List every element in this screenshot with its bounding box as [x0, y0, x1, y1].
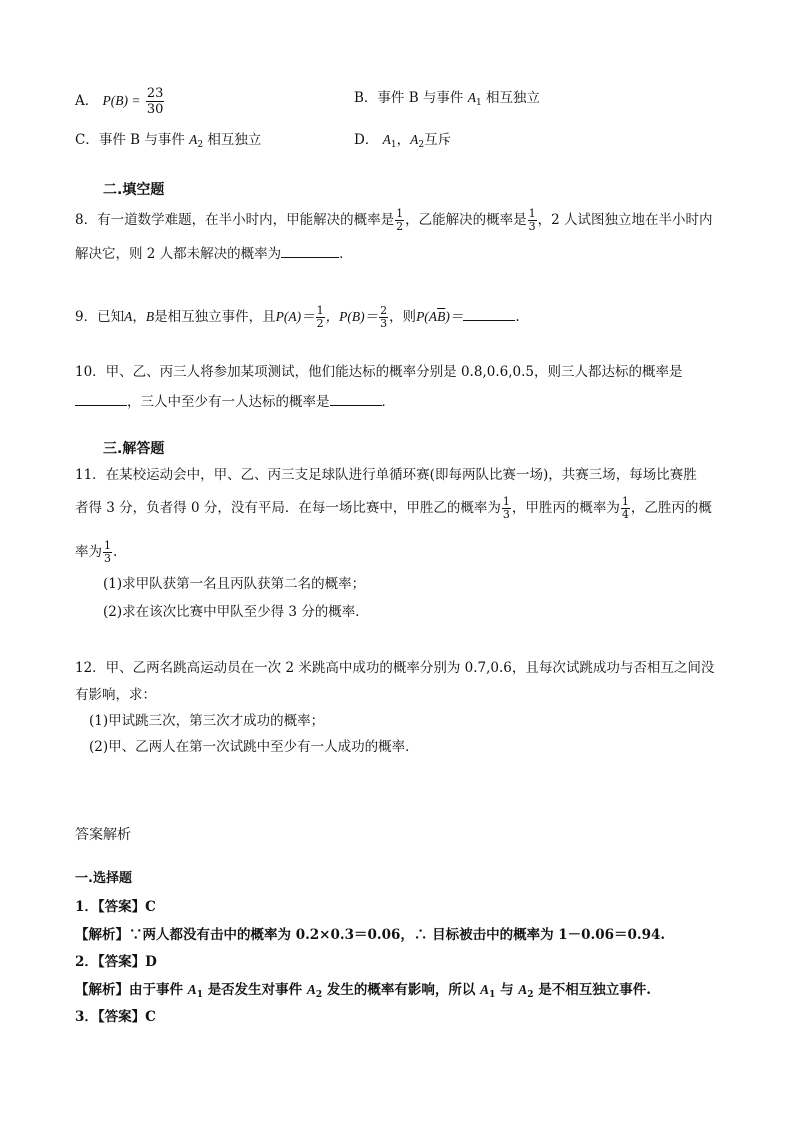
fraction-numerator: 1 [104, 539, 111, 552]
event-subscript: 1 [489, 990, 496, 1000]
event-symbol: A [382, 132, 391, 147]
q9-fraction-2 [379, 305, 388, 330]
option-c-tail: 相互独立 [207, 132, 262, 148]
question-12-line-2: 有影响，求： [75, 687, 156, 703]
event-symbol: A [518, 982, 528, 997]
fraction-denominator: 2 [316, 317, 324, 330]
option-d-tail: 互斥 [424, 132, 452, 148]
event-symbol: A [187, 982, 197, 997]
fraction-numerator: 1 [528, 207, 536, 220]
fraction-denominator: 4 [621, 508, 629, 521]
q11-text: ，乙胜丙的概 [630, 500, 712, 516]
event-subscript: 1 [196, 990, 203, 1000]
a2-text: 是否发生对事件 [207, 982, 303, 998]
option-b [354, 88, 540, 113]
a2-text: 与 [500, 982, 514, 998]
answers-section-choice: 一.选择题 [75, 871, 132, 886]
option-d [354, 130, 451, 155]
question-11-sub-1: (1)求甲队获第一名且丙队获第二名的概率； [103, 576, 366, 592]
answer-blank[interactable] [330, 393, 382, 406]
q10-text: ． [381, 394, 395, 410]
q11-fraction-2 [621, 496, 630, 521]
option-d-label: D． [354, 132, 379, 148]
fraction-denominator: 3 [104, 552, 111, 565]
event-symbol: A [410, 132, 419, 147]
answer-blank[interactable] [281, 245, 339, 258]
option-a-expression: P(B) = [102, 93, 141, 108]
question-11-sub-2: (2)求在该次比赛中甲队至少得 3 分的概率． [103, 604, 369, 620]
question-10-line-1: 10．甲、乙、丙三人将参加某项测试，他们能达标的概率分别是 0.8,0.6,0.5，则三人都达标的概率是 [75, 364, 683, 380]
fraction-denominator: 30 [146, 102, 164, 117]
q9-prob-expression: P(A [416, 309, 438, 324]
q8-text: ． [339, 246, 353, 262]
question-11-line-3 [75, 540, 117, 565]
event-symbol: A [480, 982, 490, 997]
q11-fraction-3 [103, 540, 112, 565]
q10-text: ，三人中至少有一人达标的概率是 [127, 394, 330, 410]
event-symbol: B [145, 309, 155, 324]
fraction-numerator: 1 [621, 495, 629, 508]
option-a-fraction [146, 86, 165, 117]
answer-blank[interactable] [463, 308, 515, 321]
question-12-sub-2: (2)甲、乙两人在第一次试跳中至少有一人成功的概率． [89, 739, 419, 755]
answer-2-explanation [75, 980, 651, 1005]
fraction-numerator: 23 [146, 86, 164, 101]
fraction-denominator: 2 [396, 220, 404, 233]
event-subscript: 2 [527, 990, 534, 1000]
option-a-label: A． [75, 93, 99, 109]
event-subscript: 1 [390, 140, 397, 150]
question-9 [75, 305, 520, 330]
option-c-text: C．事件 B 与事件 [75, 132, 185, 148]
q8-fraction-2 [528, 208, 537, 233]
q9-pa: P(A)＝ [275, 309, 315, 324]
answer-1-explanation: 【解析】∵两人都没有击中的概率为 0.2×0.3＝0.06，∴ 目标被击中的概率为 1－0.06＝0.94. [75, 927, 666, 943]
event-subscript: 1 [475, 98, 482, 108]
event-symbol: A [467, 90, 476, 105]
separator: ， [132, 309, 146, 325]
question-11-line-2 [75, 496, 712, 521]
question-10-line-2 [75, 392, 395, 412]
option-b-text: B．事件 B 与事件 [354, 90, 464, 106]
a2-text: 【解析】由于事件 [75, 982, 183, 998]
q11-fraction-1 [502, 496, 511, 521]
question-12-sub-1: (1)甲试跳三次，第三次才成功的概率； [89, 713, 325, 729]
answer-blank[interactable] [75, 393, 127, 406]
q11-text: ，甲胜丙的概率为 [511, 500, 620, 516]
section-heading-solve: 三.解答题 [103, 441, 165, 457]
q8-text: 8．有一道数学难题，在半小时内，甲能解决的概率是 [75, 212, 395, 228]
complement-symbol: $\overline{B}$ [437, 309, 446, 324]
a2-text: 是不相互独立事件. [538, 982, 651, 998]
q9-text: ，则 [389, 309, 417, 325]
question-8-line-1 [75, 208, 712, 233]
event-symbol: A [306, 982, 316, 997]
fraction-numerator: 1 [502, 495, 510, 508]
option-c [75, 130, 261, 155]
q11-text: 率为 [75, 544, 102, 560]
q9-text: 是相互独立事件，且 [154, 309, 276, 325]
q9-text: 9．已知 [75, 309, 125, 325]
event-subscript: 2 [418, 140, 425, 150]
q8-text: ，2 人试图独立地在半小时内 [537, 212, 713, 228]
fraction-denominator: 3 [380, 317, 388, 330]
fraction-denominator: 3 [502, 508, 510, 521]
option-a [75, 86, 165, 117]
q9-prob-expression: )＝ [445, 309, 464, 324]
option-b-tail: 相互独立 [486, 90, 541, 106]
answer-1-label: 1．【答案】C [75, 899, 156, 915]
event-subscript: 2 [197, 140, 204, 150]
fraction-numerator: 2 [380, 304, 388, 317]
q9-fraction-1 [316, 305, 325, 330]
fraction-numerator: 1 [316, 304, 324, 317]
q11-text: . [113, 544, 118, 560]
q8-text: ，乙能解决的概率是 [405, 212, 527, 228]
event-symbol: A [124, 309, 133, 324]
fraction-denominator: 3 [528, 220, 536, 233]
separator: ， [396, 132, 411, 148]
q11-text: 者得 3 分，负者得 0 分，没有平局．在每一场比赛中，甲胜乙的概率为 [75, 500, 501, 516]
q8-text: 解决它，则 2 人都未解决的概率为 [75, 246, 282, 262]
question-12-line-1: 12．甲、乙两名跳高运动员在一次 2 米跳高中成功的概率分别为 0.7,0.6，且每次试跳成功与否相互之间没 [75, 660, 715, 676]
a2-text: 发生的概率有影响，所以 [326, 982, 476, 998]
fraction-numerator: 1 [396, 207, 404, 220]
q9-pb: ，P(B)＝ [325, 309, 379, 324]
q9-text: . [515, 309, 520, 325]
answer-2-label: 2．【答案】D [75, 954, 157, 970]
q8-fraction-1 [395, 208, 404, 233]
answer-3-label: 3．【答案】C [75, 1009, 156, 1025]
question-11-line-1: 11．在某校运动会中，甲、乙、丙三支足球队进行单循环赛(即每两队比赛一场)，共赛三场，每场比赛胜 [75, 467, 697, 483]
event-subscript: 2 [315, 990, 323, 1000]
answers-title: 答案解析 [75, 827, 131, 843]
question-8-line-2 [75, 244, 353, 264]
section-heading-fill-blank: 二.填空题 [103, 182, 165, 198]
event-symbol: A [189, 132, 198, 147]
